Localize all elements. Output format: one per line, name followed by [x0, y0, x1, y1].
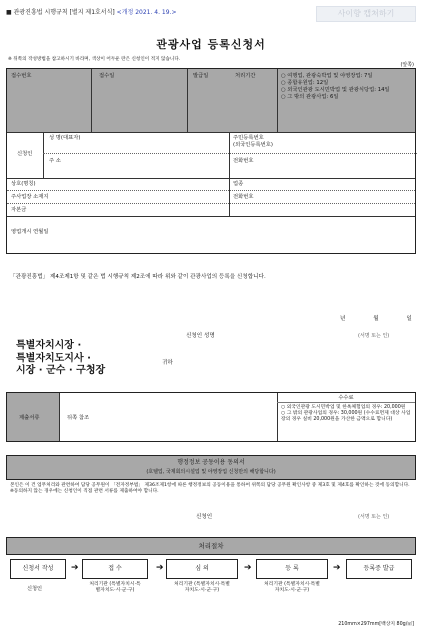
applicant-name: 성 명(대표자): [49, 135, 81, 141]
step-review: 심 의: [166, 559, 238, 579]
open-date: 영업개시 연월일: [11, 229, 49, 235]
date-line: [340, 316, 412, 323]
recipient-suffix: 귀하: [162, 360, 173, 366]
revision-date: <개정 2021. 4. 19.>: [116, 9, 177, 17]
business-phone: 전화번호: [233, 194, 254, 200]
recipient-line: 특별자치시장 ·: [16, 340, 82, 351]
applicant-address: 주 소: [49, 158, 61, 164]
signer-sign: (서명 또는 인): [358, 333, 390, 339]
consent-body: 본인은 이 건 업무처리와 관련하여 담당 공무원이 「전자정부법」 제36조제1항에 따른 행정정보의 공동이용을 통하여 위쪽의 담당 공무원 확인사항 중 제3호 및 제4호를 확인하는 것에 동의합니다. ※동의하지 않는 경우에는 신청인이 직접 관련 서류를 제출하여야 합니다.: [10, 483, 410, 495]
step-write: 신청서 작성: [10, 559, 66, 579]
step-sub: 처리기관 (특별자치시·특별자치도·시·군·구): [174, 582, 230, 594]
law-reference: [6, 9, 176, 17]
instructions: ※ 뒤쪽의 작성방법을 참고하시기 바라며, 색상이 어두운 란은 신청인이 적지 않습니다.: [8, 57, 181, 62]
fee-item: ○ 외국인관광 도시민박업 및 한옥체험업의 경우: 20,000원: [281, 405, 406, 410]
step-register: 등 록: [256, 559, 328, 579]
consent-subtitle: (호텔업, 국제회의시설업 및 야영장업 신청만의 해당합니다): [146, 469, 276, 475]
period-item: ○ 외국인관광 도시민박업 및 관광식당업: 14일: [281, 86, 390, 93]
year-label: 년: [340, 316, 346, 322]
recipient-line: 시장 · 군수 · 구청장: [16, 365, 106, 376]
receipt-date: 접수일: [99, 73, 115, 79]
arrow-icon: ➔: [156, 563, 164, 573]
fee-list: [281, 405, 413, 424]
arrow-icon: ➔: [244, 563, 252, 573]
step-sub: 처리기관 (특별자치시·특별자치도·시·군·구): [264, 582, 320, 594]
law-title: ■ 관광진흥법 시행규칙 [별지 제1호서식]: [6, 9, 115, 17]
applicant-rrn-sub: (외국인등록번호): [233, 142, 273, 148]
business-location: 주사업장 소재지: [11, 194, 49, 200]
month-label: 월: [373, 316, 379, 322]
application-form: [6, 68, 416, 254]
fee-item: ○ 그 밖의 관광사업의 경우: 30,000원 (수수료면제 대상 사업장의 경우 실비 20,000원을 가산한 금액으로 합니다): [281, 411, 411, 423]
applicant-phone: 전화번호: [233, 158, 254, 164]
signer-label: 신청인 성명: [186, 333, 215, 339]
attachments-section: [6, 392, 416, 442]
trade-name: 상호(명칭): [11, 181, 36, 187]
receipt-number: 접수번호: [11, 73, 32, 79]
capture-button[interactable]: 사이향 캡쳐하기: [316, 6, 416, 22]
law-reference-bar: [6, 6, 416, 20]
front-label: (앞쪽): [400, 62, 414, 68]
step-receipt: 접 수: [82, 559, 148, 579]
doc-title: 관광사업 등록신청서: [156, 38, 266, 51]
step-issue: 등록증 발급: [346, 559, 412, 579]
statement: 「관광진흥법」 제4조제1항 및 같은 법 시행규칙 제2조에 따라 위와 같이 관광사업의 등록을 신청합니다.: [10, 274, 266, 280]
arrow-icon: ➔: [71, 563, 79, 573]
period-item: ○ 그 밖의 관광사업: 6일: [281, 93, 339, 100]
capital: 자본금: [11, 207, 27, 213]
recipient-line: 특별자치도지사 ·: [16, 352, 91, 364]
period-item: ○ 종합유원업: 12일: [281, 79, 329, 86]
consent-sign: (서명 또는 인): [358, 514, 390, 520]
consent-header: [6, 455, 416, 480]
fee-label: 수수료: [338, 395, 354, 401]
paper-spec: 210mm×297mm[백상지 80g/㎡]: [338, 622, 414, 627]
attach-label: 제출서류: [19, 415, 40, 421]
consent-title: 행정정보 공동이용 동의서: [177, 459, 245, 466]
step-sub: 처리기관 (특별자치시·특별자치도·시·군·구): [89, 582, 141, 594]
applicant-label: 신청인: [17, 151, 33, 157]
period-item: ○ 여행업, 관광숙박업 및 야영장업: 7일: [281, 73, 373, 79]
business-type: 업종: [233, 181, 244, 187]
process-header: [6, 537, 416, 555]
applicant-rrn: 주민등록번호: [233, 135, 264, 141]
issue-date: 발급일: [193, 73, 209, 79]
process-title: 처리절차: [198, 542, 224, 550]
step-sub: 신청인: [27, 586, 43, 592]
consent-signer: 신청인: [196, 514, 213, 520]
attach-value: 뒤쪽 참조: [67, 415, 90, 421]
period-list: [281, 73, 413, 101]
day-label: 일: [406, 316, 412, 322]
arrow-icon: ➔: [333, 563, 341, 573]
recipient: [16, 340, 146, 378]
period-label: 처리기간: [235, 73, 256, 79]
